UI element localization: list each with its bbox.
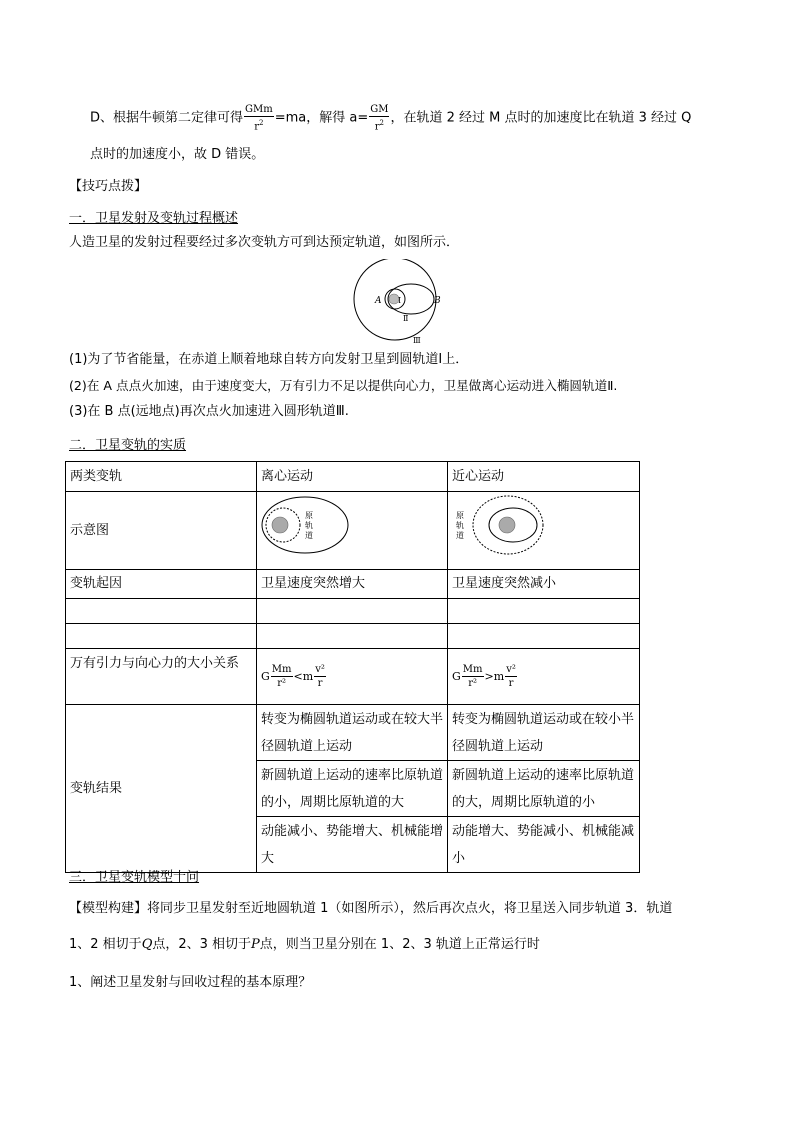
part1-item2: (2)在 A 点点火加速，由于速度变大，万有引力不足以提供向心力，卫星做离心运动进入椭圆轨道Ⅱ. (69, 378, 618, 393)
launch-orbit-diagram (348, 259, 448, 347)
orbit-label-char: 道 (305, 531, 313, 540)
relation-cell (448, 649, 640, 705)
model-text: 点，则当卫星分别在 1、2、3 轨道上正常运行时 (259, 937, 540, 952)
mm-over-r2-fraction (462, 663, 484, 690)
empty-cell (448, 599, 640, 624)
orbit-label-char: 轨 (305, 521, 313, 530)
fraction-numerator: GMm (245, 104, 273, 115)
table-row (66, 649, 640, 705)
header-cell: 离心运动 (257, 462, 448, 492)
orbit-change-table (65, 461, 640, 873)
fraction-numerator: GM (370, 104, 389, 115)
mm-over-r2-fraction (271, 663, 293, 690)
section-d-line2: 点时的加速度小，故 D 错误。 (90, 147, 265, 162)
table-cell: 卫星速度突然减小 (448, 570, 640, 599)
fraction-denominator: r (317, 677, 323, 689)
part1-heading: 一．卫星发射及变轨过程概述 (69, 211, 239, 226)
header-cell: 近心运动 (448, 462, 640, 492)
orbit1-label: Ⅰ (398, 296, 402, 305)
row-label: 变轨结果 (66, 705, 257, 873)
header-cell: 两类变轨 (66, 462, 257, 492)
relation-cell (257, 649, 448, 705)
table-cell: 转变为椭圆轨道运动或在较大半径圆轨道上运动 (257, 705, 448, 761)
orbit2-label: Ⅱ (403, 314, 409, 323)
formula-g: G (261, 669, 270, 683)
part1-item3: (3)在 B 点(远地点)再次点火加速进入圆形轨道Ⅲ. (69, 404, 349, 419)
orbit-label-char: 原 (305, 511, 313, 520)
empty-cell (66, 599, 257, 624)
earth-icon (272, 517, 288, 533)
fraction-den-exp: 2 (259, 119, 264, 127)
point-q: Q (141, 937, 153, 952)
orbit-label-char: 原 (456, 511, 464, 520)
point-b-label: B (434, 296, 441, 306)
fraction-denominator (244, 117, 274, 133)
fraction-denominator: r² (468, 677, 478, 689)
table-row (66, 570, 640, 599)
orbit-label-char: 轨 (456, 521, 464, 530)
model-label: 【模型构建】 (69, 901, 148, 916)
orbit-label-char: 道 (456, 531, 464, 540)
diagram-cell (448, 492, 640, 570)
section-d-line1 (90, 103, 691, 133)
table-cell: 新圆轨道上运动的速率比原轨道的大，周期比原轨道的小 (448, 761, 640, 817)
fraction-numerator: v² (506, 663, 516, 675)
point-a-label: A (375, 296, 382, 306)
empty-cell (257, 624, 448, 649)
model-text: 1、2 相切于 (69, 937, 142, 952)
part2-heading: 二．卫星变轨的实质 (69, 438, 187, 453)
table-cell: 卫星速度突然增大 (257, 570, 448, 599)
fraction-den-exp: 2 (379, 119, 384, 127)
fraction-numerator: Mm (462, 663, 483, 675)
fraction-numerator: Mm (271, 663, 292, 675)
section-d-prefix: D、根据牛顿第二定律可得 (90, 110, 244, 126)
part1-intro: 人造卫星的发射过程要经过多次变轨方可到达预定轨道，如图所示． (69, 235, 460, 250)
orbit3-label: Ⅲ (413, 336, 421, 345)
row-label: 万有引力与向心力的大小关系 (66, 649, 257, 705)
section-d-mid: =ma，解得 a= (274, 110, 369, 126)
formula-g: G (452, 669, 461, 683)
earth-icon (499, 517, 515, 533)
v2-over-r-fraction (505, 663, 517, 690)
table-row (66, 705, 640, 761)
gm-over-r2-fraction (369, 103, 389, 133)
part1-item1: (1)为了节省能量，在赤道上顺着地球自转方向发射卫星到圆轨道Ⅰ上． (69, 352, 469, 367)
table-row (66, 599, 640, 624)
fraction-denominator: r (508, 677, 514, 689)
table-row (66, 492, 640, 570)
model-text: 将同步卫星发射至近地圆轨道 1（如图所示），然后再次点火，将卫星送入同步轨道 3．轨道 (147, 901, 673, 916)
table-cell: 转变为椭圆轨道运动或在较小半径圆轨道上运动 (448, 705, 640, 761)
diagram-cell (257, 492, 448, 570)
row-label: 示意图 (66, 492, 257, 570)
part3-heading: 三．卫星变轨模型十问 (69, 870, 200, 885)
formula-operator: >m (484, 669, 505, 683)
row-label: 变轨起因 (66, 570, 257, 599)
model-text: 点，2、3 相切于 (152, 937, 252, 952)
tips-heading: 【技巧点拨】 (69, 179, 148, 194)
empty-cell (448, 624, 640, 649)
table-row (66, 624, 640, 649)
empty-cell (257, 599, 448, 624)
centripetal-diagram (452, 492, 552, 558)
fraction-denominator (369, 117, 389, 133)
fraction-den-base: r (374, 121, 380, 133)
model-line1 (69, 900, 672, 918)
question-1: 1、阐述卫星发射与回收过程的基本原理？ (69, 975, 312, 990)
table-cell: 新圆轨道上运动的速率比原轨道的小，周期比原轨道的大 (257, 761, 448, 817)
model-line2 (69, 936, 540, 954)
empty-cell (66, 624, 257, 649)
centrifugal-diagram (261, 492, 361, 558)
table-cell: 动能减小、势能增大、机械能增大 (257, 817, 448, 873)
table-row (66, 462, 640, 492)
gmm-over-r2-fraction (244, 103, 274, 133)
table-cell: 动能增大、势能减小、机械能减小 (448, 817, 640, 873)
fraction-den-base: r (254, 121, 260, 133)
section-d-suffix: ，在轨道 2 经过 M 点时的加速度比在轨道 3 经过 Q (390, 110, 692, 126)
point-p: P (251, 937, 260, 952)
formula-operator: <m (293, 669, 314, 683)
fraction-numerator: v² (315, 663, 325, 675)
v2-over-r-fraction (314, 663, 326, 690)
fraction-denominator: r² (277, 677, 287, 689)
